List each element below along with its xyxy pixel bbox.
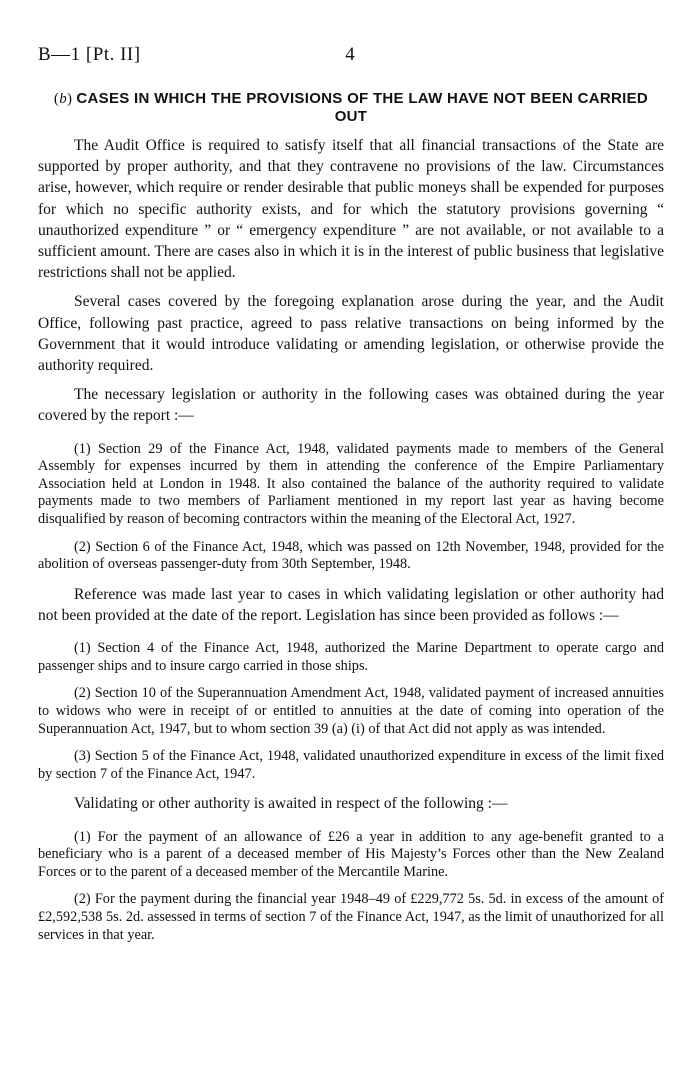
list-item-obtained-2: (2) Section 6 of the Finance Act, 1948, which was passed on 12th November, 1948, provided for the abolition of overseas passenger-duty from 30th September, 1948.: [38, 538, 664, 573]
section-letter: b: [59, 91, 68, 107]
paragraph-awaited: Validating or other authority is awaited in respect of the following :—: [74, 795, 508, 813]
list-item-awaited-2: (2) For the payment during the financial year 1948–49 of £229,772 5s. 5d. in excess of the amount of £2,592,538 5s. 2d. assessed in terms of section 7 of the Finance Act, 1947, as the limit of unauthorized for all services in that year.: [38, 891, 664, 943]
page-number: 4: [345, 44, 355, 65]
list-item-obtained-1: (1) Section 29 of the Finance Act, 1948, validated payments made to members of the General Assembly for expenses incurred by them in attending the conference of the Empire Parliamentary Association held at London in 1948. It also contained the balance of the authority required to validate payments made to two members of Parliament mentioned in my report last year as having become disqualified by reason of becoming contractors within the meaning of the Electoral Act, 1927.: [38, 440, 664, 528]
page-header: [38, 44, 662, 68]
paragraph-legislation-obtained: The necessary legislation or authority in the following cases was obtained during the year covered by the report :—: [38, 386, 664, 425]
list-item-provided-2: (2) Section 10 of the Superannuation Amendment Act, 1948, validated payment of increased annuities to widows who were in receipt of or entitled to annuities at the date of coming into operation of the Superannuation Act, 1947, but to whom section 39 (a) (i) of that Act did not apply as was intended.: [38, 685, 664, 737]
paragraph-several-cases: Several cases covered by the foregoing explanation arose during the year, and the Audit Office, following past practice, agreed to pass relative transactions on being informed by the Government that it would introduce validating or amending legislation, or otherwise provide the authority required.: [38, 293, 664, 375]
list-item-provided-1: (1) Section 4 of the Finance Act, 1948, authorized the Marine Department to operate cargo and passenger ships and to insure cargo carried in those ships.: [38, 640, 664, 674]
list-item-provided-3: (3) Section 5 of the Finance Act, 1948, validated unauthorized expenditure in excess of the limit fixed by section 7 of the Finance Act, 1947.: [38, 748, 664, 782]
section-heading: [38, 90, 664, 125]
section-label: (b): [53, 91, 77, 107]
list-item-awaited-1: (1) For the payment of an allowance of £26 a year in addition to any age-benefit granted to a beneficiary who is a parent of a deceased member of His Majesty’s Forces other than the New Zealand Forces or to the parent of a deceased member of the Mercantile Marine.: [38, 828, 664, 880]
section-title: CASES IN WHICH THE PROVISIONS OF THE LAW HAVE NOT BEEN CARRIED OUT: [76, 90, 649, 125]
document-body: [38, 135, 664, 954]
paragraph-reference-last-year: Reference was made last year to cases in which validating legislation or other authority had not been provided at the date of the report. Legislation has since been provided as follows :—: [38, 585, 664, 624]
paragraph-intro: The Audit Office is required to satisfy itself that all financial transactions of the State are supported by proper authority, and that they contravene no provisions of the law. Circumstances arise, however, which require or render desirable that public moneys shall be expended for purposes for which no specific authority exists, and for which the statutory provisions governing “ unauthorized expenditure ” or “ emergency expenditure ” are not available, or not available to a sufficient amount. There are cases also in which it is in the interest of public business that legislative restrictions shall not be applied.: [38, 137, 664, 282]
document-reference: B—1 [Pt. II]: [38, 44, 141, 65]
